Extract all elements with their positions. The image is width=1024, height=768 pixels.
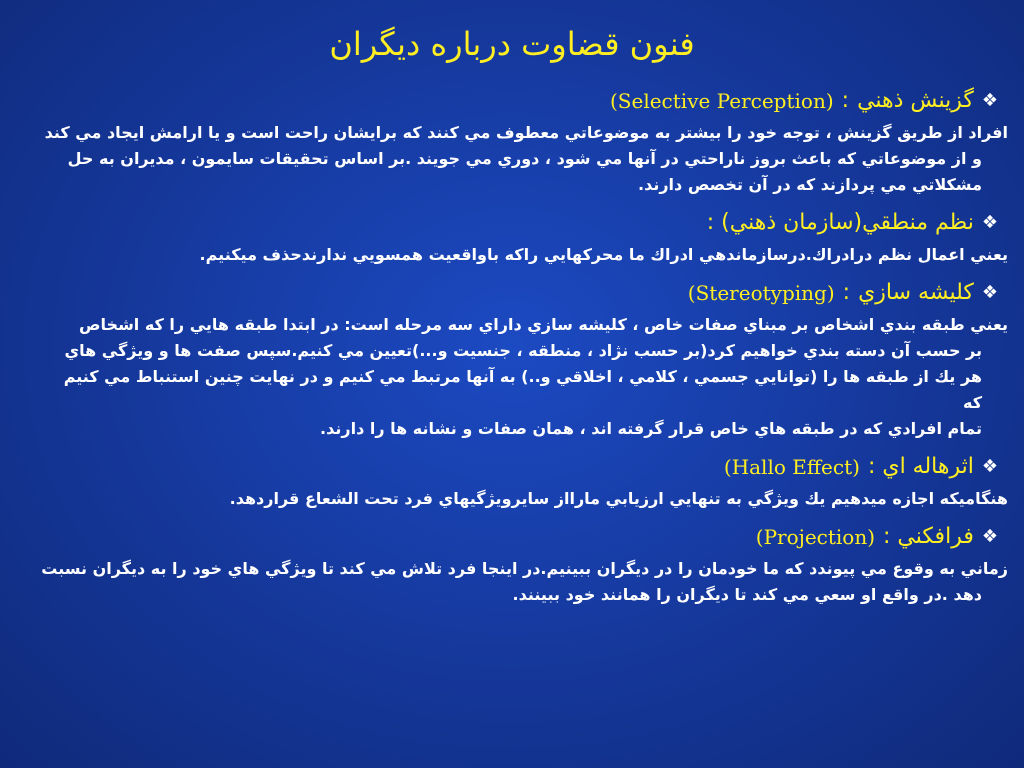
slide-content: [10, 78, 1014, 608]
heading-english: (Selective Perception): [609, 89, 834, 113]
heading-separator: :: [841, 88, 850, 113]
heading-separator: :: [842, 280, 851, 305]
paragraph-line: مشكلاتي مي پردازند كه در آن تخصص دارند.: [638, 175, 982, 194]
paragraph-halo-effect: [10, 486, 1014, 512]
bullet-diamond-icon: ❖: [981, 282, 998, 303]
heading-text: اثرهاله اي :: [867, 454, 974, 479]
bullet-heading-selective-perception: [10, 82, 1014, 120]
paragraph-line: هر يك از طبقه ها را (توانايي جسمي ، كلامي ، اخلاقي و..) به آنها مرتبط مي كنيم و در نهايت چنين استنباط مي كنيم كه: [63, 367, 982, 412]
heading-english: (Projection): [755, 525, 876, 549]
heading-text: فرافكني :: [883, 524, 974, 549]
paragraph-line: زماني به وقوع مي پيوندد كه ما خودمان را در ديگران ببينيم.در اينجا فرد تلاش مي كند تا ويژگي هاي خود را به ديگران نسبت: [41, 559, 1008, 578]
paragraph-projection: [10, 556, 1014, 608]
paragraph-selective-perception: [10, 120, 1014, 198]
bullet-heading-logical-order: [10, 204, 1014, 242]
slide-title: فنون قضاوت درباره ديگران: [329, 25, 695, 63]
heading-english: (Stereotyping): [687, 281, 835, 305]
bullet-diamond-icon: ❖: [981, 212, 998, 233]
paragraph-line: تمام افرادي كه در طبقه هاي خاص قرار گرفته اند ، همان صفات و نشانه ها را دارند.: [320, 419, 982, 438]
heading-text: گزينش ذهني: [857, 88, 974, 113]
paragraph-line: يعني طبقه بندي اشخاص بر مبناي صفات خاص ، كليشه سازي داراي سه مرحله است: در ابتدا طبقه هايي را كه اشخاص: [79, 315, 1008, 334]
heading-text: نظم منطقي(سازمان ذهني) :: [706, 210, 974, 235]
heading-english: (Hallo Effect): [723, 455, 860, 479]
paragraph-line: و از موضوعاتي كه باعث بروز ناراحتي در آنها مي شود ، دوري مي جويند .بر اساس تحقيقات سايمون ، مديران به حل: [67, 149, 982, 168]
paragraph-logical-order: [10, 242, 1014, 268]
heading-text: كليشه سازي: [858, 280, 974, 305]
paragraph-line: بر حسب آن دسته بندي خواهيم كرد(بر حسب نژاد ، منطقه ، جنسيت و...)تعيين مي كنيم.سپس صفت ها و ويژگي هاي: [64, 341, 982, 360]
bullet-diamond-icon: ❖: [981, 90, 998, 111]
paragraph-line: هنگاميكه اجازه ميدهيم يك ويژگي به تنهايي ارزيابي مارااز سايرويژگيهاي فرد تحت الشعاع قراردهد.: [229, 489, 1008, 508]
bullet-diamond-icon: ❖: [981, 456, 998, 477]
paragraph-line: يعني اعمال نظم درادراك.درسازماندهي ادراك ما محركهايي راكه باواقعيت همسويي ندارندحذف ميكنيم.: [199, 245, 1008, 264]
bullet-diamond-icon: ❖: [981, 526, 998, 547]
bullet-heading-stereotyping: [10, 274, 1014, 312]
bullet-heading-halo-effect: [10, 448, 1014, 486]
paragraph-stereotyping: [10, 312, 1014, 442]
paragraph-line: افراد از طريق گزينش ، توجه خود را بيشتر به موضوعاتي معطوف مي كنند كه برايشان راحت است و يا ارامش ايجاد مي كند: [44, 123, 1008, 142]
paragraph-line: دهد .در واقع او سعي مي كند تا ديگران را همانند خود ببينند.: [512, 585, 982, 604]
bullet-heading-projection: [10, 518, 1014, 556]
